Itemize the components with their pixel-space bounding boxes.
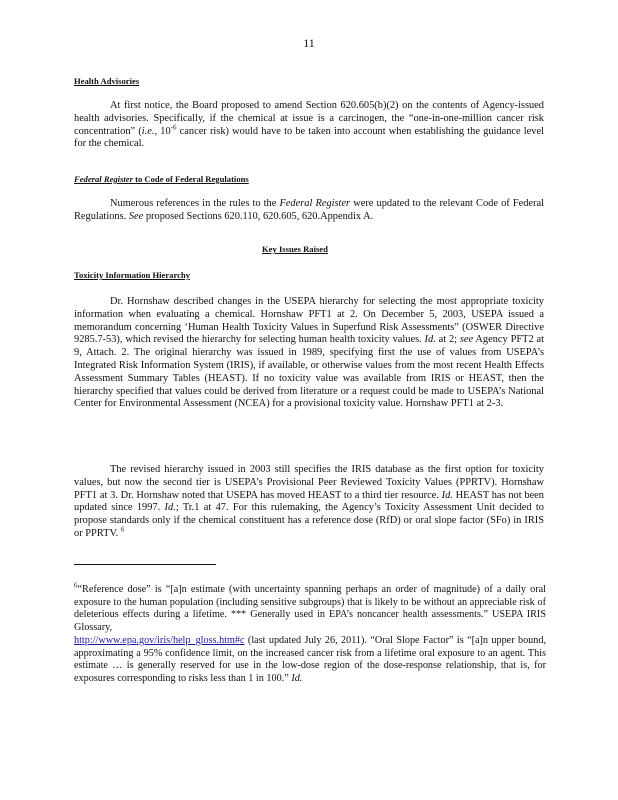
heading-federal-register: Federal Register to Code of Federal Regulations bbox=[74, 174, 249, 184]
footnote-reference: 6 bbox=[120, 525, 125, 534]
footnote-divider bbox=[74, 564, 216, 565]
footnote-6: $^6$“Reference dose” is “[a]n estimate (with uncertainty spanning perhaps an order of magnitude) of a daily oral exposure to the human population (including sensitive subgroups) that is likely to be without an appreciable risk of deleterious effects during a lifetime. *** Generally used in EPA’s noncancer health assessments.” USEPA IRIS Glossary, http://www.epa.gov/iris/help_gloss.htm#c (last updated July 26, 2011). “Oral Slope Factor” is “[a]n upper bound, approximating a 95% confidence limit, on the increased cancer risk from a lifetime oral exposure to an agent. This estimate … is generally reserved for use in the low-dose region of the dose-response relationship, that is, for exposures corresponding to risks less than 1 in 100.” Id. bbox=[74, 581, 546, 684]
heading-key-issues: Key Issues Raised bbox=[262, 244, 328, 254]
paragraph-federal-register: Numerous references in the rules to the Federal Register were updated to the relevant Code of Federal Regulations. See proposed Sections 620.110, 620.605, 620.Appendix A. bbox=[74, 198, 544, 222]
paragraph-toxicity-1: Dr. Hornshaw described changes in the USEPA hierarchy for selecting the most appropriate toxicity information when evaluating a chemical. Hornshaw PFT1 at 2. On December 5, 2003, USEPA issued a memorandum concerning ‘Human Health Toxicity Values in Superfund Risk Assessments” (OSWER Directive 9285.7-53), which revised the hierarchy for selecting human health toxicity values. Id. at 2; see Agency PFT2 at 9, Attach. 2. The original hierarchy was issued in 1989, specifying first the use of values from USEPA’s Integrated Risk Information System (IRIS), if available, or otherwise values from the most recent Health Effects Assessment Summary Tables (HEAST). If no toxicity value was available from IRIS or HEAST, then the hierarchy specified that values could be derived from literature or a request could be made to USEPA’s National Center for Environmental Assessment (NCEA) for a provisional toxicity value. Hornshaw PFT1 at 2-3. bbox=[74, 296, 545, 410]
iris-glossary-link[interactable]: http://www.epa.gov/iris/help_gloss.htm#c bbox=[74, 634, 245, 646]
page-number: 11 bbox=[303, 36, 315, 50]
paragraph-toxicity-2: The revised hierarchy issued in 2003 still specifies the IRIS database as the first option for toxicity values, but now the second tier is USEPA’s Provisional Peer Reviewed Toxicity Values (PPRTV). Hornshaw PFT1 at 3. Dr. Hornshaw noted that USEPA has moved HEAST to a third tier resource. Id. HEAST has not been updated since 1997. Id.; Tr.1 at 47. For this rulemaking, the Agency’s Toxicity Assessment Unit decided to propose standards only if the chemical constituent has a reference dose (RfD) or oral slope factor (SFo) in IRIS or PPRTV. $^6$ bbox=[74, 464, 544, 539]
footnote-marker: 6 bbox=[74, 581, 78, 590]
paragraph-health-advisories: At first notice, the Board proposed to amend Section 620.605(b)(2) on the contents of Agency-issued health advisories. Specifically, if the chemical at issue is a carcinogen, the “one-in-one-million cancer risk concentration” (i.e., $10^{-6}$ cancer risk) would have to be taken into account when establishing the guidance level for the chemical. bbox=[74, 100, 544, 150]
heading-toxicity-hierarchy: Toxicity Information Hierarchy bbox=[74, 270, 191, 280]
heading-health-advisories: Health Advisories bbox=[74, 76, 140, 86]
